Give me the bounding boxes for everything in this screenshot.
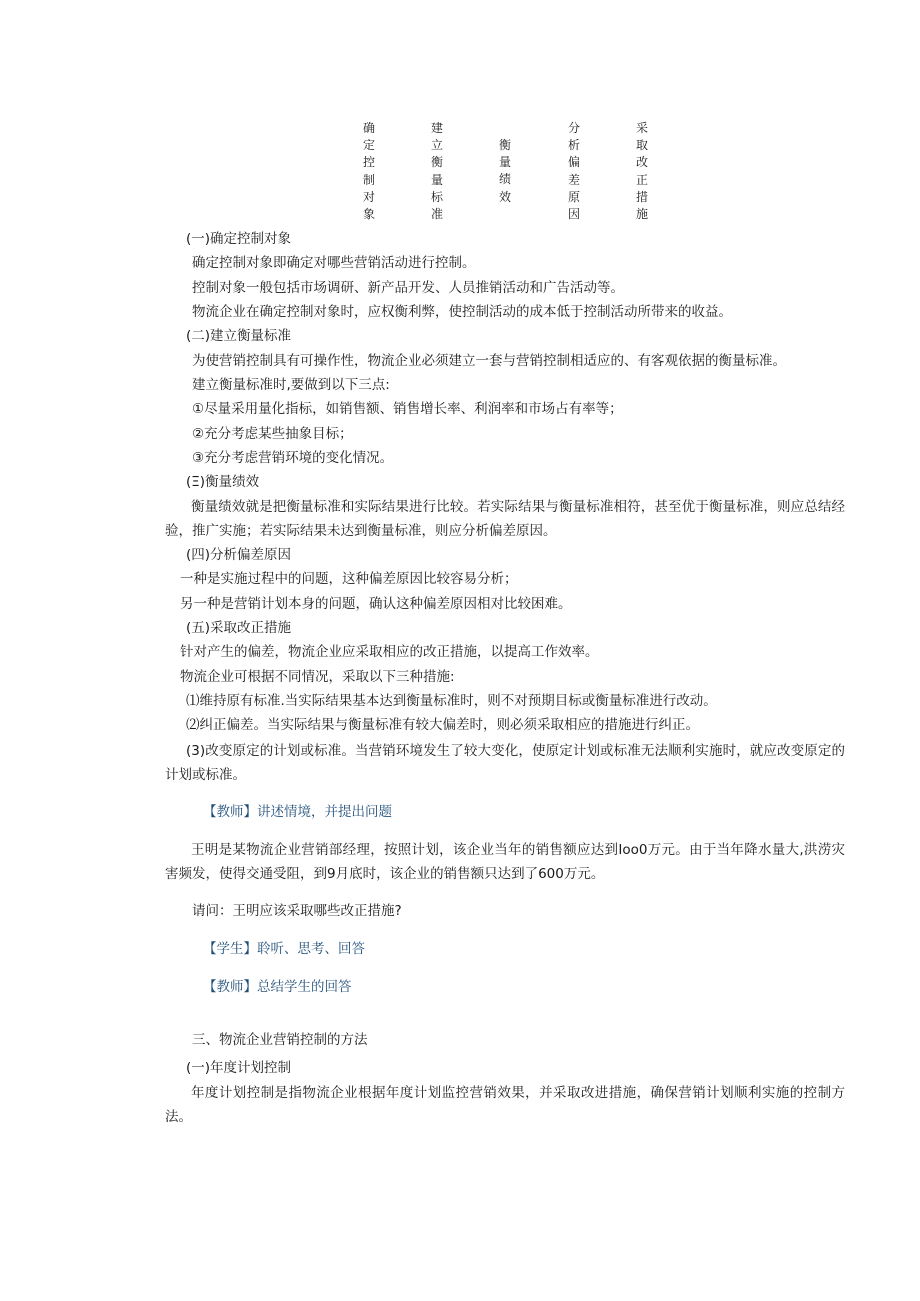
- section4-line-1: 一种是实施过程中的问题，这种偏差原因比较容易分析；: [180, 571, 518, 587]
- section5-line-2: 物流企业可根据不同情况，采取以下三种措施:: [180, 669, 455, 685]
- section-heading-1: (一)确定控制对象: [186, 231, 292, 247]
- flow-step-2: 建立衡量标准: [430, 121, 443, 222]
- part3-paragraph: 年度计划控制是指物流企业根据年度计划监控营销效果，并采取改进措施，确保营销计划顺利实施的控制方法。: [165, 1085, 845, 1125]
- section2-line-2: 建立衡量标准时,要做到以下三点:: [192, 377, 390, 393]
- flow-step-3: 衡量绩效: [498, 138, 511, 204]
- student-prompt: 【学生】聆听、思考、回答: [203, 941, 365, 957]
- section5-line-3: ⑴维持原有标准.当实际结果基本达到衡量标准时，则不对预期目标或衡量标准进行改动。: [186, 693, 717, 709]
- part3-title: 三、物流企业营销控制的方法: [192, 1032, 368, 1048]
- flow-step-1: 确定控制对象: [362, 121, 375, 222]
- flow-step-4: 分析偏差原因: [567, 121, 580, 222]
- section5-item-3: (3)改变原定的计划或标准。当营销环境发生了较大变化，使原定计划或标准无法顺利实施时，就应改变原定的计划或标准。: [165, 743, 845, 783]
- section2-line-3: ①尽量采用量化指标，如销售额、销售增长率、利润率和市场占有率等；: [192, 401, 623, 417]
- section-heading-3: (Ξ)衡量绩效: [186, 474, 260, 490]
- section4-line-2: 另一种是营销计划本身的问题，确认这种偏差原因相对比较困难。: [180, 596, 572, 612]
- section-heading-2: (二)建立衡量标准: [186, 328, 292, 344]
- question-line: 请问：王明应该采取哪些改正措施?: [192, 903, 402, 919]
- section5-line-4: ⑵纠正偏差。当实际结果与衡量标准有较大偏差时，则必须采取相应的措施进行纠正。: [186, 717, 699, 733]
- case-paragraph: 王明是某物流企业营销部经理，按照计划，该企业当年的销售额应达到Ioo0万元。由于当年降水量大,洪涝灾害频发，使得交通受阻，到9月底时，该企业的销售额只达到了600万元。: [165, 842, 845, 882]
- teacher-prompt-2: 【教师】总结学生的回答: [203, 979, 352, 995]
- section2-line-5: ③充分考虑营销环境的变化情况。: [192, 450, 394, 466]
- section1-line-1: 确定控制对象即确定对哪些营销活动进行控制。: [192, 255, 476, 271]
- section5-line-1: 针对产生的偏差，物流企业应采取相应的改正措施，以提高工作效率。: [180, 644, 599, 660]
- flow-step-5: 采取改正措施: [635, 121, 648, 222]
- section3-paragraph: 衡量绩效就是把衡量标准和实际结果进行比较。若实际结果与衡量标准相符，甚至优于衡量标准，则应总结经验，推广实施；若实际结果未达到衡量标准，则应分析偏差原因。: [165, 499, 845, 539]
- section1-line-2: 控制对象一般包括市场调研、新产品开发、人员推销活动和广告活动等。: [192, 280, 624, 296]
- section-heading-4: (四)分析偏差原因: [186, 547, 292, 563]
- section2-line-4: ②充分考虑某些抽象目标；: [192, 426, 353, 442]
- part3-heading: (一)年度计划控制: [186, 1060, 292, 1076]
- section-heading-5: (五)采取改正措施: [186, 620, 292, 636]
- teacher-prompt-1: 【教师】讲述情境，并提出问题: [203, 804, 392, 820]
- section1-line-3: 物流企业在确定控制对象时，应权衡利弊，使控制活动的成本低于控制活动所带来的收益。: [192, 304, 732, 320]
- section2-line-1: 为使营销控制具有可操作性，物流企业必须建立一套与营销控制相适应的、有客观依据的衡量标准。: [192, 353, 786, 369]
